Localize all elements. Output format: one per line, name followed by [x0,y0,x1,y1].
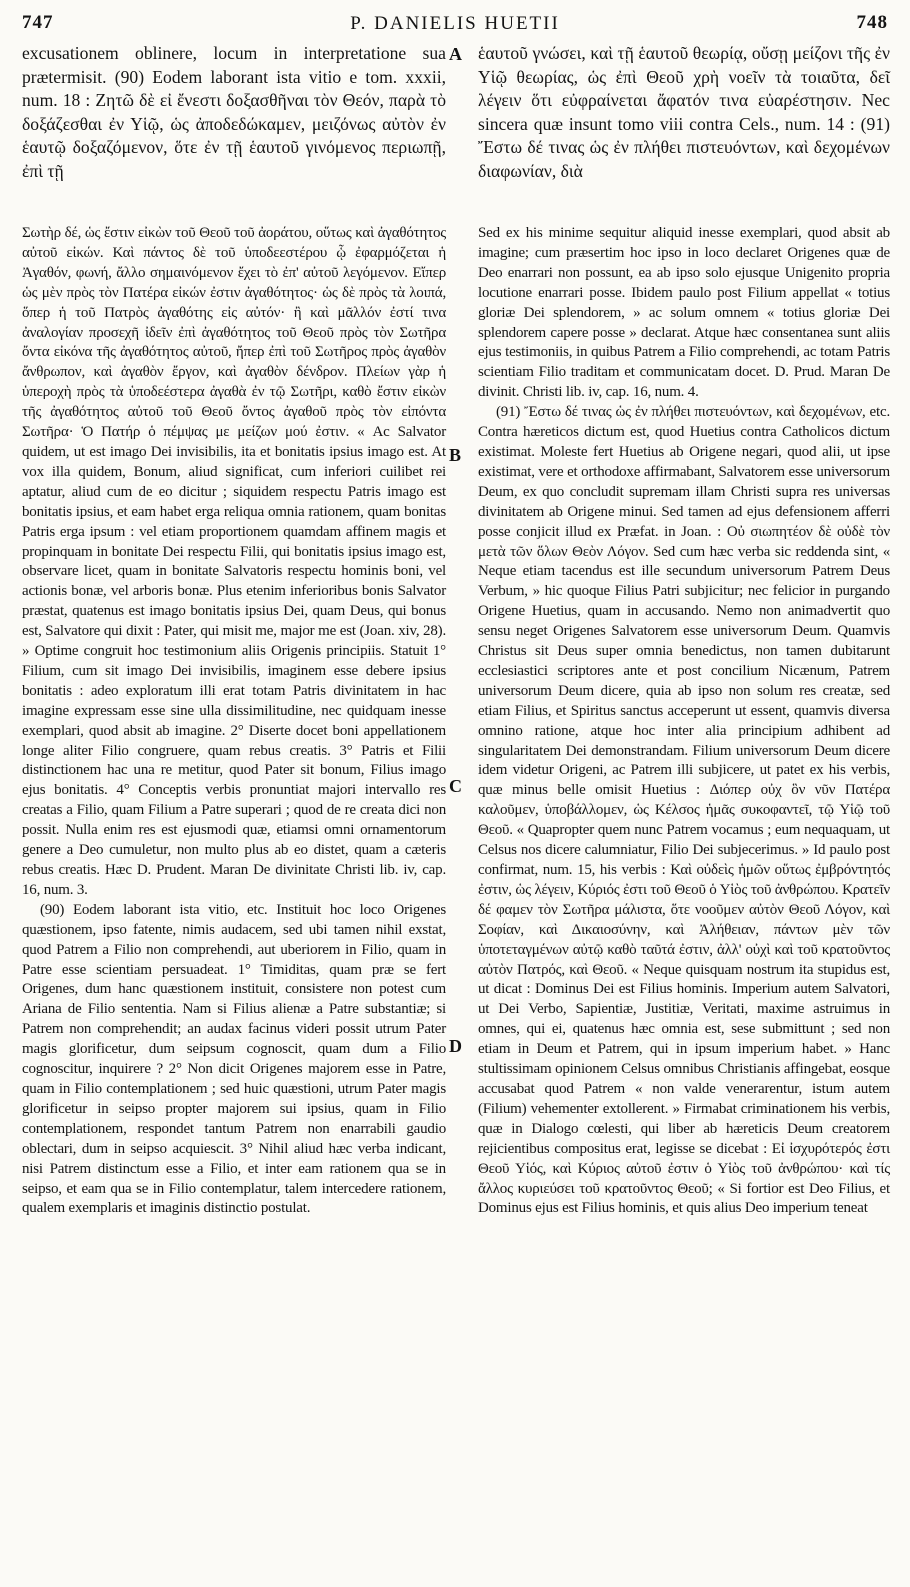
margin-letter-d: D [449,1036,462,1056]
running-title: P. DANIELIS HUETII [350,13,560,34]
margin-letter-c: C [449,776,462,796]
margin-letter-a: A [449,44,462,64]
main-text-left [22,42,446,184]
page-number-right: 748 [856,12,888,33]
main-text-left-paragraph: excusationem oblinere, locum in interpretatione sua prætermisit. (90) Eodem laborant ista vitio e tom. xxxii, num. 18 : Ζητῶ δὲ εἰ ἔνεστι δοξασθῆναι τὸν Θεόν, παρὰ τὸ δοξάζεσθαι ἐν Υἱῷ, ὡς ἀποδεδώκαμεν, μειζόνως αὐτὸν ἐν ἑαυτῷ δοξαζόμενον, ὅτε ἐν τῇ ἑαυτοῦ γινόμενος περιωπῇ, ἐπὶ τῇ [22,43,446,181]
note-91: (91) Ἔστω δέ τινας ὡς ἐν πλήθει πιστευόντων, καὶ δεχομένων, etc. Contra hæreticos dictum est, quod Huetius contra Catholicos dictum existimat. Moleste fert Huetius ab Origene negari, quod alii, ut ipse existimat, vere et orthodoxe affirmabant, Salvatorem esse universorum Deum, ex quo concludit supremam illam Christi supra res universas divinitatem ab Origene minui. Sed tamen ad ejus defensionem afferri posse conjicit illud ex Præfat. in Joan. : Οὐ σιωπητέον δὲ οὐδὲ τὸν μετὰ τῶν ὅλων Θεὸν Λόγον. Sed cum hæc verba sic reddenda sint, « Neque etiam tacendus est ille secundum universorum Patrem Deus Verbum, » hic quoque Filius Patri subjicitur; nec felicior in purgando Origene Huetius, quam in accusando. Nemo non animadvertit quo sensu neget Origenes Salvatorem esse universorum Deum. Quamvis Christus sit Deus super omnia benedictus, non tamen dubitarunt ecclesiastici scriptores ante et post concilium Nicænum, Patrem universorum Deum dicere, quia ab ipso non solum res creatæ, sed etiam Filius, et Spiritus sanctus acceperunt ut essent, quamvis diversa omnino ratione, atque hoc inter alia principium adhibent ad singularitatem Dei demonstrandam. Filium universorum Deum dicere idem videtur Origeni, ac Patrem illi subjicere, ut patet ex his verbis, quæ minus belle omisit Huetius : Διόπερ οὐχ ὃν νῦν Πατέρα καλοῦμεν, ὑποβάλλομεν, ὡς Κέλσος ἡμᾶς συκοφαντεῖ, τῷ Υἱῷ τοῦ Θεοῦ. « Quapropter quem nunc Patrem vocamus ; eum nequaquam, ut Celsus nos dicere calumniatur, Filio Dei subjecerimus. » Id paulo post confirmat, num. 15, his verbis : Καὶ οὐδεὶς ἡμῶν οὕτως ἐμβρόντητός ἐστιν, ὡς λέγειν, Κύριός ἐστι τοῦ Θεοῦ ὁ Υἱὸς τοῦ ἀνθρώπου. Κρατεῖν δέ φαμεν τὸν Σωτῆρα μάλιστα, ὅτε νοοῦμεν αὐτὸν Θεοῦ Λόγον, καὶ Σοφίαν, καὶ Δικαιοσύνην, καὶ Ἀλήθειαν, πάντων μὲν τῶν ὑποτεταγμένων αὐτῷ καθὸ ταῦτά ἐστιν, ἀλλ' οὐχὶ καὶ τοῦ κρατοῦντος αὐτὸν Πατρός, καὶ Θεοῦ. « Neque quisquam nostrum ita stupidus est, ut dicat : Dominus Dei est Filius hominis. Imperium autem Salvatori, ut Dei Verbo, Sapientiæ, Justitiæ, Veritati, maxime astruimus in omnes, qui ei, quatenus hæc omnia est, sese submittunt ; sed non etiam in Deum et Patrem, qui in ipsum imperium habet. » Hanc stultissimam opinionem Celsus omnibus Christianis affingebat, eosque accusabat quod Patrem « non valde venerarentur, istum autem (Filium) vehementer extollerent. » Firmabat criminationem his verbis, quæ in Dialogo cœlesti, qui liber ab hæreticis Deum creatorem rejicientibus compositus erat, legisse se dicebat : Εἰ ἰσχυρότερός ἐστι Θεοῦ Υἱός, καὶ Κύριος αὐτοῦ ἐστιν ὁ Υἱὸς τοῦ ἀνθρώπου· καὶ τίς ἄλλος κυριεύσει τοῦ κρατοῦντος Θεοῦ; « Si fortior est Deo Filius, et Dominus ejus est Filius hominis, et quis alius Deo imperium teneat [478,404,890,1217]
page-number-left: 747 [22,12,54,33]
notes-left-column [22,224,446,1219]
main-text-right [478,42,890,184]
margin-letter-b: B [449,445,462,465]
page-header [22,12,888,40]
note-paragraph: Σωτὴρ δέ, ὡς ἔστιν εἰκὼν τοῦ Θεοῦ τοῦ ἀοράτου, οὕτως καὶ ἀγαθότητος αὐτοῦ εἰκών. Καὶ πάντος δὲ τοῦ ὑποδεεστέρου ᾧ ἐφαρμόζεται ἡ Ἀγαθόν, φωνή, ἄλλο σημαινόμενον ἔχει τὸ ἐπ' αὐτοῦ λεγόμενον. Εἴπερ ὡς μὲν πρὸς τὸν Πατέρα εἰκών ἐστιν ἀγαθότητος· ὡς δὲ πρὸς τὰ λοιπά, ὅπερ ἡ τοῦ Πατρὸς ἀγαθότης εἰς αὐτόν· ἢ καὶ μᾶλλόν ἐστί τινα ἀναλογίαν προσεχῆ ἰδεῖν ἐπὶ ἀγαθότητος τοῦ Θεοῦ πρὸς τὸν Σωτῆρα ὄντα εἰκόνα τῆς ἀγαθότητος αὐτοῦ, ἤπερ ἐπὶ τοῦ Σωτῆρος πρὸς ἀγαθὸν ἄνθρωπον, καὶ ἀγαθὸν ἔργον, καὶ ἀγαθὸν δένδρον. Πλείων γὰρ ἡ ὑπεροχὴ πρὸς τὰ ὑποδεέστερα ἀγαθὰ ἐν τῷ Σωτῆρι, καθὸ ἔστιν εἰκὼν τῆς ἀγαθότητος αὐτοῦ τοῦ Θεοῦ ὄντος ἀγαθοῦ πρὸς τὸν εἰπόντα Σωτῆρα· Ὁ Πατήρ ὁ πέμψας με μείζων μού ἐστιν. « Ac Salvator quidem, ut est imago Dei invisibilis, ita et bonitatis ipsius imago est. At vox illa quidem, Bonum, aliud significat, cum inferiori cuilibet rei aptatur, aliud cum de eo dicitur ; siquidem respectu Patris imago est bonitatis ipsius, et eam habet erga reliqua omnia rationem, quam bonitas Patris erga ipsum : vel etiam proportionem quamdam affinem magis et propinquam in bonitate Dei respectu Filii, qui bonitatis ipsius imago est, observare licet, quam in bonitate Salvatoris respectu hominis boni, vel actionis bonæ, vel arboris bonæ. Plus etenim inferioribus bonis Salvator præstat, quatenus est imago bonitatis ipsius Dei, quam Deus, qui bonus est, Salvatore qui dixit : Pater, qui misit me, major me est (Joan. xiv, 28). » Optime congruit hoc testimonium aliis Origenis principiis. Statuit 1° Filium, cum sit imago Dei invisibilis, imaginem esse debere ipsius bonitatis : adeo exploratum illi erat totam Patris divinitatem in hac imagine expressam esse sine ulla dissimilitudine, nec quidquam inesse exemplari, quod absit ab imagine. 2° Diserte docet boni appellationem longe aliter Filio congruere, quam rebus creatis. 3° Patris et Filii distinctionem hac una re metitur, quod Pater sit bonum, Filius imago ejus bonitatis. 4° Conceptis verbis pronuntiat majori intervallo res creatas a Filio, quam Filium a Patre superari ; quod de re creata dici non possit. Nulla enim res est ejusmodi quæ, etiamsi omni ornamentorum genere a Deo cumuletur, non multo plus ab eo distet, quam a cæteris rebus creatis. Hæc D. Prudent. Maran De divinitate Christi lib. iv, cap. 16, num. 3. [22,225,446,898]
note-paragraph: Sed ex his minime sequitur aliquid inesse exemplari, quod absit ab imagine; cum præsertim hoc ipso in loco declaret Origenes quæ de Deo enarrari non possunt, ea ab ipso solo ejusque Unigenito propria locutione enarrari posse. Ibidem paulo post Filium appellat « totius gloriæ Dei splendorem, » ac solum omnem « totius gloriæ Dei splendorem capere posse » declarat. Atque hæc consentanea sunt aliis ejus testimoniis, in quibus Patrem a Filio comprehendi, ac totam Patris scientiam Filio traditam et communicatam docet. D. Prud. Maran De divinit. Christi lib. iv, cap. 16, num. 4. [478,225,890,401]
notes-right-column [478,224,890,1219]
main-text-right-paragraph: ἑαυτοῦ γνώσει, καὶ τῇ ἑαυτοῦ θεωρίᾳ, οὔσῃ μείζονι τῆς ἐν Υἱῷ θεωρίας, ὡς ἐπὶ Θεοῦ χρὴ νοεῖν τὰ τοιαῦτα, δεῖ λέγειν ὅτι εὐφραίνεται ἄφατόν τινα εὐαρέστησιν. Nec sincera quæ insunt tomo viii contra Cels., num. 14 : (91) Ἔστω δέ τινας ὡς ἐν πλήθει πιστευόντων, καὶ δεχομένων διαφωνίαν, διὰ [478,43,890,181]
note-90: (90) Eodem laborant ista vitio, etc. Instituit hoc loco Origenes quæstionem, ipso fatente, nimis audacem, sed ubi tamen nihil exstat, quod Patrem a Filio non comprehendi, aut uberiorem in Filio, quam in Patre esse scientiam persuadeat. 1° Timiditas, quam præ se fert Origenes, dum hanc quæstionem instituit, consistere non potest cum Ariana de Filio sententia. Nam si Filius alienæ a Patre substantiæ; si Patrem non comprehendit; an audax facinus videri possit utrum Pater magis glorificetur, dum seipsum cognoscit, quam dum a Filio cognoscitur, inquirere ? 2° Non dicit Origenes majorem esse in Patre, quam in Filio contemplationem ; sed huic quæstioni, utrum Pater magis glorificetur in seipso propter majorem sui ipsius, quam in Filio contemplationem, respondet tantum Patrem non enarrabili gaudio oblectari, dum in seipso acquiescit. 3° Nihil aliud hæc verba indicant, nisi Patrem distinctum esse a Filio, et inter eam rationem qua se in seipso, et eam qua se in Filio contemplatur, talem intercedere rationem, qualem exemplaris et imaginis distinctio postulat. [22,901,446,1217]
